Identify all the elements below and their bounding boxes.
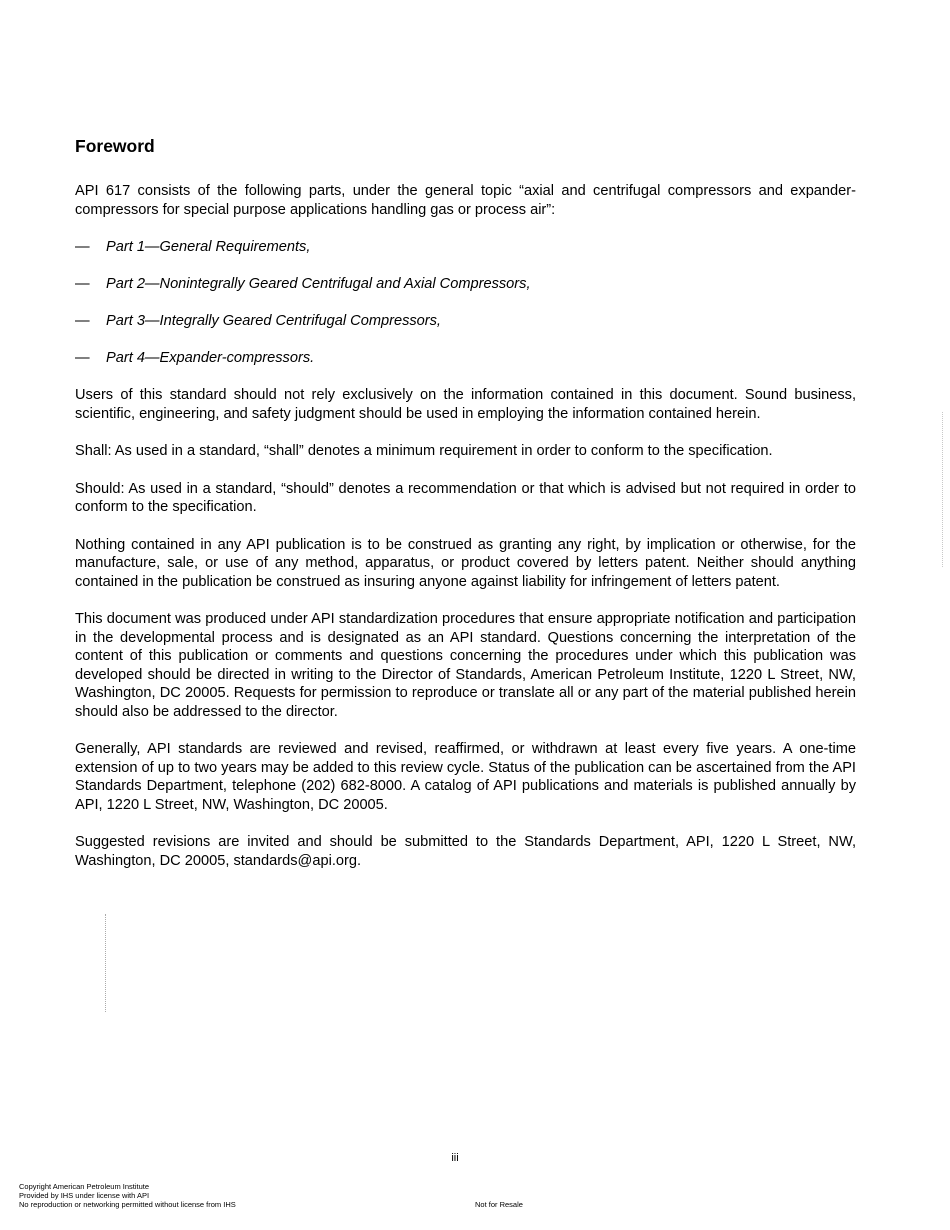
paragraph-should: Should: As used in a standard, “should” denotes a recommendation or that which is advised but not required in order to conform to the specification. [75, 480, 856, 515]
list-item-part-1 [75, 238, 856, 257]
part-label: Part 3—Integrally Geared Centrifugal Compressors, [106, 313, 441, 329]
part-label: Part 2—Nonintegrally Geared Centrifugal and Axial Compressors, [106, 276, 531, 292]
paragraph-patent: Nothing contained in any API publication is to be construed as granting any right, by implication or otherwise, for the manufacture, sale, or use of any method, apparatus, or product covered by letters patent. Neither should anything contained in the publication be construed as insuring anyone against liability for infringement of letters patent. [75, 536, 856, 590]
part-label: Part 1—General Requirements, [106, 239, 311, 255]
copyright-line: Provided by IHS under license with API [19, 1191, 150, 1200]
copyright-notice [19, 1182, 236, 1209]
scan-artifact-mark [942, 412, 943, 567]
list-dash: — [75, 350, 90, 366]
list-item-part-2 [75, 275, 856, 294]
part-label: Part 4—Expander-compressors. [106, 350, 315, 366]
page-number: iii [451, 1152, 459, 1164]
paragraph-shall: Shall: As used in a standard, “shall” denotes a minimum requirement in order to conform to the specification. [75, 443, 773, 459]
page-title: Foreword [75, 136, 155, 156]
list-item-part-3 [75, 312, 856, 331]
parts-list [75, 238, 856, 368]
paragraph-users: Users of this standard should not rely exclusively on the information contained in this document. Sound business, scientific, engineering, and safety judgment should be used in employing the information contained herein. [75, 387, 856, 422]
foreword-section [75, 136, 856, 889]
list-item-part-4 [75, 349, 856, 368]
copyright-line: No reproduction or networking permitted without license from IHS [19, 1200, 236, 1209]
list-dash: — [75, 313, 90, 329]
paragraph-procedures: This document was produced under API standardization procedures that ensure appropriate notification and participation in the developmental process and is designated as an API standard. Questions concerning the interpretation of the content of this publication or comments and questions concerning the procedures under which this publication was developed should be directed in writing to the Director of Standards, American Petroleum Institute, 1220 L Street, NW, Washington, DC 20005. Requests for permission to reproduce or translate all or any part of the material published herein should also be addressed to the director. [75, 611, 856, 720]
list-dash: — [75, 239, 90, 255]
intro-paragraph: API 617 consists of the following parts, under the general topic “axial and centrifugal compressors and expander-compressors for special purpose applications handling gas or process air”: [75, 183, 856, 218]
list-dash: — [75, 276, 90, 292]
scan-artifact-mark [105, 914, 106, 1012]
paragraph-review: Generally, API standards are reviewed and revised, reaffirmed, or withdrawn at least every five years. A one-time extension of up to two years may be added to this review cycle. Status of the publication can be ascertained from the API Standards Department, telephone (202) 682-8000. A catalog of API publications and materials is published annually by API, 1220 L Street, NW, Washington, DC 20005. [75, 741, 856, 813]
resale-notice: Not for Resale [475, 1200, 523, 1209]
paragraph-revisions: Suggested revisions are invited and should be submitted to the Standards Department, API, 1220 L Street, NW, Washington, DC 20005, standards@api.org. [75, 834, 856, 869]
copyright-line: Copyright American Petroleum Institute [19, 1182, 150, 1191]
